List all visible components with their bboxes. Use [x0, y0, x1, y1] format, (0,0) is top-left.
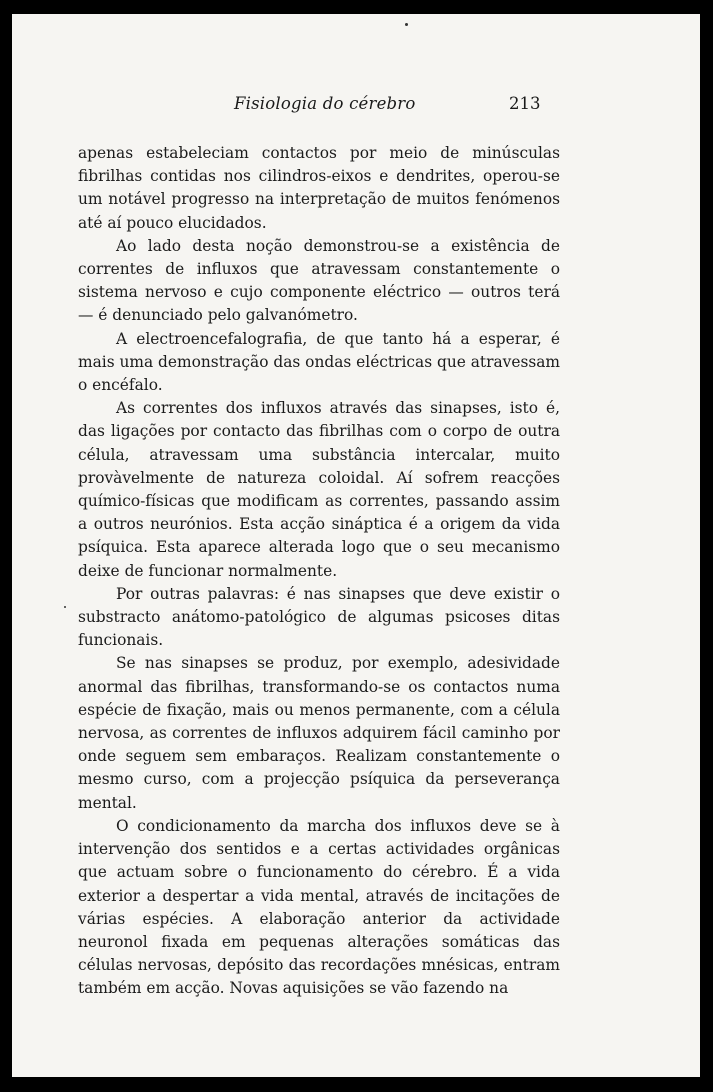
paper-speck [405, 23, 408, 26]
paragraph: A electroencefalografia, de que tanto há a esperar, é mais uma demonstração das ondas eléctricas que atravessam o encéfalo. [78, 329, 561, 395]
page-number: 213 [509, 94, 541, 113]
running-title: Fisiologia do cérebro [234, 94, 416, 113]
paragraph: O condicionamento da marcha dos influxos deve se à intervenção dos sentidos e a certas actividades orgânicas que actuam sobre o funcionamento do cérebro. É a vida exterior a despertar a vida mental, através de incitações de várias espécies. A elaboração anterior da actividade neuronol fixada em pequenas alterações somáticas das células nervosas, depósito das recordações mnésicas, entram também em acção. Novas aquisições se vão fazendo na [78, 816, 560, 998]
body-text [78, 142, 560, 1001]
paper-speck [64, 606, 66, 608]
paragraph: As correntes dos influxos através das sinapses, isto é, das ligações por contacto das fibrilhas com o corpo de outra célula, atravessam uma substância intercalar, muito provàvelmente de natureza coloidal. Aí sofrem reacções químico-físicas que modificam as correntes, passando assim a outros neurónios. Esta acção sináptica é a origem da vida psíquica. Esta aparece alterada logo que o seu mecanismo deixe de funcionar normalmente. [78, 399, 560, 580]
book-page [12, 14, 700, 1077]
paragraph: apenas estabeleciam contactos por meio de minúsculas fibrilhas contidas nos cilindros-eixos e dendrites, operou-se um notável progresso na interpretação de muitos fenómenos até aí pouco elucidados. [78, 144, 560, 232]
paragraph: Ao lado desta noção demonstrou-se a existência de correntes de influxos que atravessam constantemente o sistema nervoso e cujo componente eléctrico — outros terá — é denunciado pelo galvanómetro. [78, 236, 560, 325]
running-head [12, 94, 700, 120]
paragraph: Por outras palavras: é nas sinapses que deve existir o substracto anátomo-patológico de algumas psicoses ditas funcionais. [78, 584, 560, 650]
paragraph: Se nas sinapses se produz, por exemplo, adesividade anormal das fibrilhas, transformando-se os contactos numa espécie de fixação, mais ou menos permanente, com a célula nervosa, as correntes de influxos adquirem fácil caminho por onde seguem sem embaraços. Realizam constantemente o mesmo curso, com a projecção psíquica da perseverança mental. [78, 654, 560, 812]
